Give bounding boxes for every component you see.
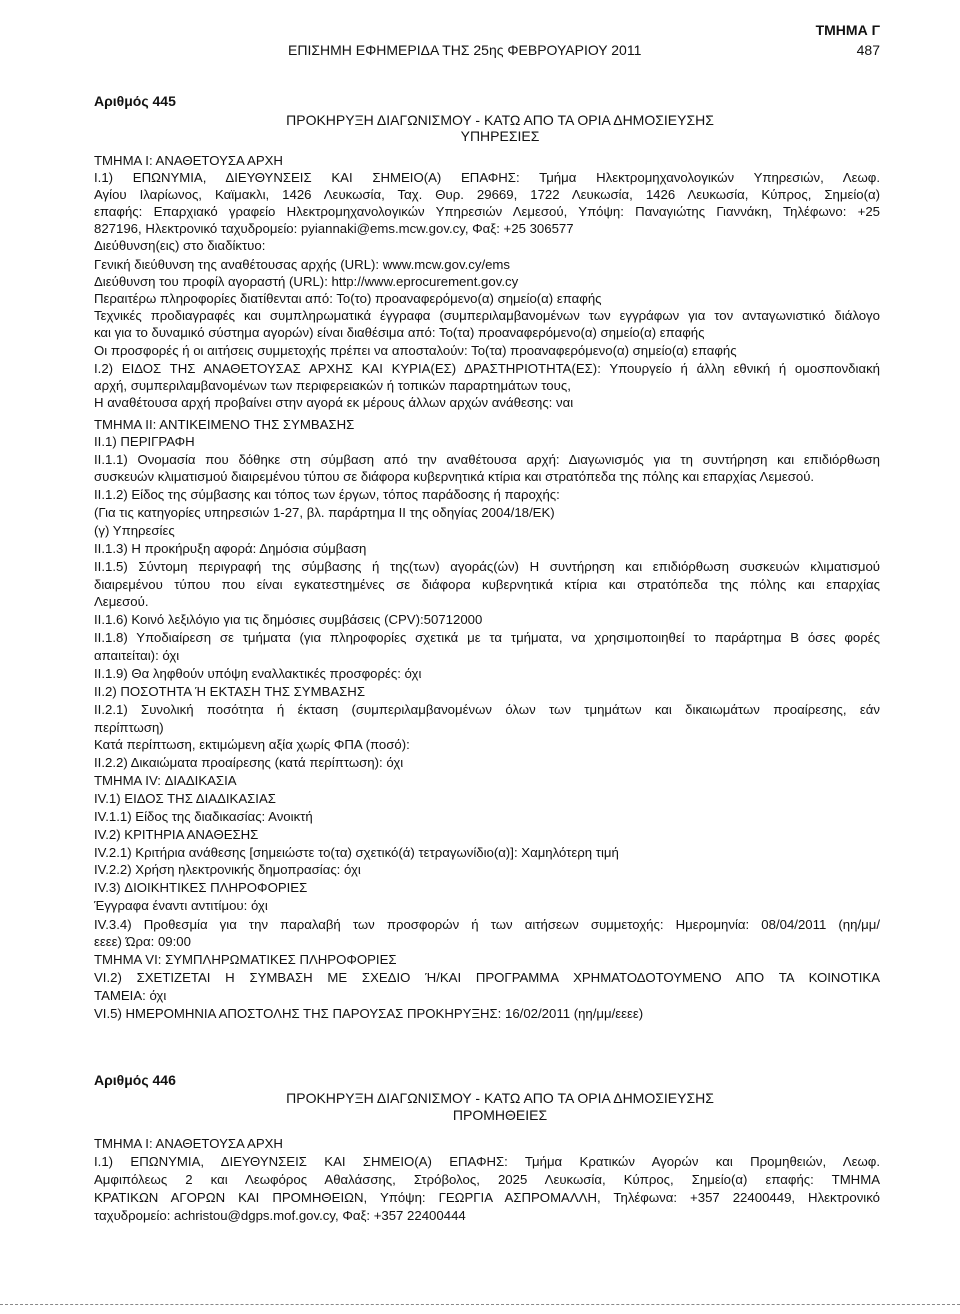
text-line: απαιτείται): όχι xyxy=(94,648,180,663)
text-line: συσκευών κλιματισμού διαιρεμένου τύπου σε διάφορα κυβερνητικά κτίρια και στρατόπεδα της πόλης και επαρχίας Λεμεσού. xyxy=(94,469,815,484)
text-line: ΙΙ.1.2) Είδος της σύμβασης και τόπος των έργων, τόπος παράδοσης ή παροχής: xyxy=(94,487,560,502)
text-line: περίπτωση) xyxy=(94,720,164,735)
text-line: ΙΙ.1.5) Σύντομη περιγραφή της σύμβασης ή της(των) αγοράς(ών) Η συντήρηση και επιδιόρθωση συσκευών κλιματισμού xyxy=(94,559,880,574)
text-line: IV.3) ΔΙΟΙΚΗΤΙΚΕΣ ΠΛΗΡΟΦΟΡΙΕΣ xyxy=(94,880,308,895)
text-line: VI.5) ΗΜΕΡΟΜΗΝΙΑ ΑΠΟΣΤΟΛΗΣ ΤΗΣ ΠΑΡΟΥΣΑΣ ΠΡΟΚΗΡΥΞΗΣ: 16/02/2011 (ηη/μμ/εεεε) xyxy=(94,1006,644,1021)
text-line: ΙΙ.1.6) Κοινό λεξιλόγιο για τις δημόσιες συμβάσεις (CPV):50712000 xyxy=(94,612,483,627)
notice-subtitle: ΠΡΟΜΗΘΕΙΕΣ xyxy=(452,1107,548,1123)
text-line: ΙΙ.1.8) Υποδιαίρεση σε τμήματα (για πληροφορίες σχετικά με τα τμήματα, να χρησιμοποιηθεί το παράρτημα Β όσες φορές xyxy=(94,630,880,645)
text-line: IV.2) ΚΡΙΤΗΡΙΑ ΑΝΑΘΕΣΗΣ xyxy=(94,827,259,842)
text-line: Ι.1) ΕΠΩΝΥΜΙΑ, ΔΙΕΥΘΥΝΣΕΙΣ ΚΑΙ ΣΗΜΕΙΟ(Α) ΕΠΑΦΗΣ: Τμήμα Κρατικών Αγορών και Προμηθειών, Λεωφ. xyxy=(94,1154,880,1169)
text-line: ΙΙ.2.2) Δικαιώματα προαίρεσης (κατά περίπτωση): όχι xyxy=(94,755,404,770)
text-line: ΤΑΜΕΙΑ: όχι xyxy=(94,988,167,1003)
text-line: ΙΙ.1.9) Θα ληφθούν υπόψη εναλλακτικές προσφορές: όχι xyxy=(94,666,422,681)
bottom-divider xyxy=(0,1304,960,1305)
section-label: ΤΜΗΜΑ Γ xyxy=(815,22,880,38)
notice-number: Αριθμός 446 xyxy=(94,1072,176,1088)
text-line: ΙΙ.1) ΠΕΡΙΓΡΑΦΗ xyxy=(94,434,195,449)
text-line: VI.2) ΣΧΕΤΙΖΕΤΑΙ Η ΣΥΜΒΑΣΗ ΜΕ ΣΧΕΔΙΟ Ή/ΚΑΙ ΠΡΟΓΡΑΜΜΑ ΧΡΗΜΑΤΟΔΟΤΟΥΜΕΝΟ ΑΠΟ ΤΑ ΚΟΙΝΟΤΙΚΑ xyxy=(94,970,880,985)
text-line: Γενική διεύθυνση της αναθέτουσας αρχής (URL): www.mcw.gov.cy/ems xyxy=(94,257,511,272)
text-line: επαφής: Επαρχιακό γραφείο Ηλεκτρομηχανολογικών Υπηρεσιών Λεμεσού, Υπόψη: Παναγιώτης Γιαννάκη, Τηλέφωνο: +25 xyxy=(94,204,880,219)
text-line: Διεύθυνση(εις) στο διαδίκτυο: xyxy=(94,238,266,253)
text-line: ΙΙ.1.1) Ονομασία που δόθηκε στη σύμβαση από την αναθέτουσα αρχή: Διαγωνισμός για τη συντήρηση και επιδιόρθωση xyxy=(94,452,880,467)
text-line: εεεε) Ώρα: 09:00 xyxy=(94,934,191,949)
text-line: ΙΙ.2.1) Συνολική ποσότητα ή έκταση (συμπεριλαμβανομένων όλων των τμημάτων και δικαιωμάτων προαίρεσης, εάν xyxy=(94,702,880,717)
notice-title: ΠΡΟΚΗΡΥΞΗ ΔΙΑΓΩΝΙΣΜΟΥ - ΚΑΤΩ ΑΠΟ ΤΑ ΟΡΙΑ ΔΗΜΟΣΙΕΥΣΗΣ xyxy=(286,1090,714,1106)
text-line: Διεύθυνση του προφίλ αγοραστή (URL): http://www.eprocurement.gov.cy xyxy=(94,274,519,289)
text-line: IV.1) ΕΙΔΟΣ ΤΗΣ ΔΙΑΔΙΚΑΣΙΑΣ xyxy=(94,791,276,806)
notice-subtitle: ΥΠΗΡΕΣΙΕΣ xyxy=(460,128,540,144)
text-line: Ι.2) ΕΙΔΟΣ ΤΗΣ ΑΝΑΘΕΤΟΥΣΑΣ ΑΡΧΗΣ ΚΑΙ ΚΥΡΙΑ(ΕΣ) ΔΡΑΣΤΗΡΙΟΤΗΤΑ(ΕΣ): Υπουργείο ή άλλη εθνική ή ομοσπονδιακή xyxy=(94,361,880,376)
text-line: διαιρεμένου τύπου που είναι εγκατεστημένες σε διάφορα κυβερνητικά κτίρια και στρατόπεδα της πόλης και επαρχίας xyxy=(94,577,880,592)
text-line: IV.1.1) Είδος της διαδικασίας: Ανοικτή xyxy=(94,809,313,824)
text-line: Η αναθέτουσα αρχή προβαίνει στην αγορά εκ μέρους άλλων αρχών ανάθεσης: ναι xyxy=(94,395,574,410)
text-line: Οι προσφορές ή οι αιτήσεις συμμετοχής πρέπει να αποσταλούν: Το(τα) προαναφερόμενο(α) σημείο(α) επαφής xyxy=(94,343,737,358)
gazette-title: ΕΠΙΣΗΜΗ ΕΦΗΜΕΡΙΔΑ ΤΗΣ 25ης ΦΕΒΡΟΥΑΡΙΟΥ 2011 xyxy=(288,42,642,58)
text-line: ΙΙ.2) ΠΟΣΟΤΗΤΑ Ή ΕΚΤΑΣΗ ΤΗΣ ΣΥΜΒΑΣΗΣ xyxy=(94,684,365,699)
notice-number: Αριθμός 445 xyxy=(94,93,176,109)
text-line: ΤΜΗΜΑ ΙΙ: ΑΝΤΙΚΕΙΜΕΝΟ ΤΗΣ ΣΥΜΒΑΣΗΣ xyxy=(94,417,355,432)
text-line: Αγίου Ιλαρίωνος, Καϊμακλι, 1426 Λευκωσία, Ταχ. Θυρ. 29669, 1722 Λευκωσία, 1426 Λευκωσία, Κύπρος, Σημείο(α) xyxy=(94,187,880,202)
text-line: αρχή, συμπεριλαμβανομένων των περιφερειακών ή τοπικών παραρτημάτων τους, xyxy=(94,378,571,393)
text-line: (Για τις κατηγορίες υπηρεσιών 1-27, βλ. παράρτημα ΙΙ της οδηγίας 2004/18/ΕΚ) xyxy=(94,505,555,520)
text-line: IV.3.4) Προθεσμία για την παραλαβή των προσφορών ή των αιτήσεων συμμετοχής: Ημερομηνία: 08/04/2011 (ηη/μμ/ xyxy=(94,917,880,932)
text-line: IV.2.1) Κριτήρια ανάθεσης [σημειώστε το(τα) σχετικό(ά) τετραγωνίδιο(α)]: Χαμηλότερη τιμή xyxy=(94,845,619,860)
text-line: Κατά περίπτωση, εκτιμώμενη αξία χωρίς ΦΠΑ (ποσό): xyxy=(94,737,410,752)
text-line: ΤΜΗΜΑ VI: ΣΥΜΠΛΗΡΩΜΑΤΙΚΕΣ ΠΛΗΡΟΦΟΡΙΕΣ xyxy=(94,952,397,967)
page-number: 487 xyxy=(856,42,880,58)
text-line: ΤΜΗΜΑ IV: ΔΙΑΔΙΚΑΣΙΑ xyxy=(94,773,237,788)
text-line: Ι.1) ΕΠΩΝΥΜΙΑ, ΔΙΕΥΘΥΝΣΕΙΣ ΚΑΙ ΣΗΜΕΙΟ(Α) ΕΠΑΦΗΣ: Τμήμα Ηλεκτρομηχανολογικών Υπηρεσιών, Λεωφ. xyxy=(94,170,880,185)
text-line: 827196, Ηλεκτρονικό ταχυδρομείο: pyiannaki@ems.mcw.gov.cy, Φαξ: +25 306577 xyxy=(94,221,574,236)
text-line: ΤΜΗΜΑ Ι: ΑΝΑΘΕΤΟΥΣΑ ΑΡΧΗ xyxy=(94,1136,283,1151)
text-line: ΚΡΑΤΙΚΩΝ ΑΓΟΡΩΝ ΚΑΙ ΠΡΟΜΗΘΕΙΩΝ, Υπόψη: ΓΕΩΡΓΙΑ ΑΣΠΡΟΜΑΛΛΗ, Τηλέφωνα: +357 22400449, Ηλεκτρονικό xyxy=(94,1190,880,1205)
text-line: Τεχνικές προδιαγραφές και συμπληρωματικά έγγραφα (συμπεριλαμβανομένων των εγγράφων για τον ανταγωνιστικό διάλογο xyxy=(94,308,880,323)
text-line: Περαιτέρω πληροφορίες διατίθενται από: Το(το) προαναφερόμενο(α) σημείο(α) επαφής xyxy=(94,291,602,306)
text-line: (γ) Υπηρεσίες xyxy=(94,523,175,538)
text-line: ΙΙ.1.3) Η προκήρυξη αφορά: Δημόσια σύμβαση xyxy=(94,541,367,556)
text-line: Αμφιπόλεως 2 και Λεωφόρος Αθαλάσσης, Στρόβολος, 2025 Λευκωσία, Κύπρος, Σημείο(α) επαφής: ΤΜΗΜΑ xyxy=(94,1172,880,1187)
text-line: ΤΜΗΜΑ Ι: ΑΝΑΘΕΤΟΥΣΑ ΑΡΧΗ xyxy=(94,153,283,168)
text-line: Λεμεσού. xyxy=(94,594,149,609)
text-line: και για το δυναμικό σύστημα αγορών) είναι διαθέσιμα από: Το(τα) προαναφερόμενο(α) σημείο(α) επαφής xyxy=(94,325,705,340)
text-line: ταχυδρομείο: achristou@dgps.mof.gov.cy, Φαξ: +357 22400444 xyxy=(94,1208,466,1223)
text-line: Έγγραφα έναντι αντιτίμου: όχι xyxy=(94,898,268,913)
text-line: IV.2.2) Χρήση ηλεκτρονικής δημοπρασίας: όχι xyxy=(94,862,361,877)
notice-title: ΠΡΟΚΗΡΥΞΗ ΔΙΑΓΩΝΙΣΜΟΥ - ΚΑΤΩ ΑΠΟ ΤΑ ΟΡΙΑ ΔΗΜΟΣΙΕΥΣΗΣ xyxy=(286,112,714,128)
